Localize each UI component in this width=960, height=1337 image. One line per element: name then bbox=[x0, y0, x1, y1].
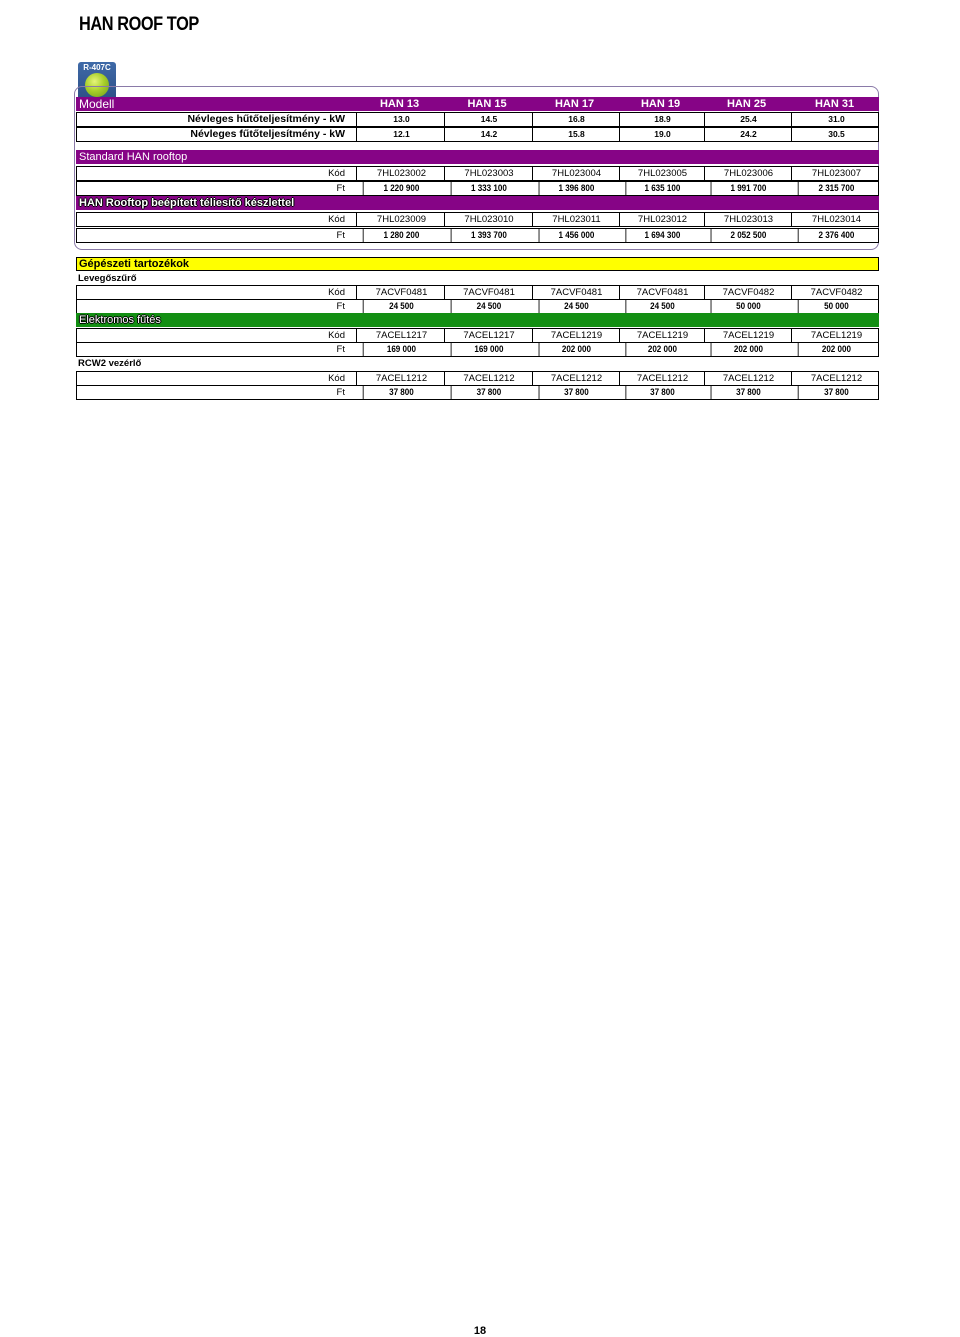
cell-col-4: 7ACEL1212 bbox=[619, 372, 705, 385]
cell-col-5: 24.2 bbox=[704, 128, 792, 141]
cell-col-2: 37 800 bbox=[451, 386, 527, 399]
cell-col-4: 7HL023005 bbox=[619, 167, 705, 180]
cell-col-3: 7ACEL1212 bbox=[532, 372, 620, 385]
cell-col-3: 202 000 bbox=[539, 343, 614, 356]
cell-col-5: 25.4 bbox=[704, 113, 792, 126]
winter-price-row bbox=[76, 228, 879, 243]
cell-col-6: 7ACEL1219 bbox=[791, 329, 881, 342]
cell-col-3: 7HL023004 bbox=[532, 167, 620, 180]
cell-col-6: 7ACEL1212 bbox=[791, 372, 881, 385]
model-header-label: Modell bbox=[79, 97, 115, 111]
filter-price-label: Ft bbox=[336, 301, 345, 312]
cell-col-1: 7ACVF0481 bbox=[356, 286, 446, 299]
cell-col-6: 2 315 700 bbox=[798, 182, 875, 195]
cell-col-4: 24 500 bbox=[625, 300, 698, 313]
cooling-capacity-row bbox=[76, 112, 879, 127]
cell-col-6: 202 000 bbox=[798, 343, 875, 356]
rcw2-code-row bbox=[76, 371, 879, 386]
cell-col-5: 2 052 500 bbox=[711, 229, 786, 242]
cell-col-5: 7ACEL1212 bbox=[704, 372, 792, 385]
cooling-capacity-label: Névleges hűtőteljesítmény - kW bbox=[187, 113, 345, 125]
cell-col-2: 14.5 bbox=[444, 113, 533, 126]
standard-code-label: Kód bbox=[328, 168, 345, 179]
cell-col-5: 7HL023013 bbox=[704, 213, 792, 226]
standard-code-row bbox=[76, 166, 879, 181]
cell-col-2: 169 000 bbox=[451, 343, 527, 356]
rcw2-title: RCW2 vezérlő bbox=[78, 358, 142, 369]
electric-price-row bbox=[76, 342, 879, 357]
cell-col-5: 7ACEL1219 bbox=[704, 329, 792, 342]
cell-col-4: 19.0 bbox=[619, 128, 705, 141]
cell-col-6: 31.0 bbox=[791, 113, 881, 126]
accessories-section-title: Gépészeti tartozékok bbox=[79, 258, 190, 270]
model-header-row bbox=[76, 97, 879, 111]
cell-col-5: 7HL023006 bbox=[704, 167, 792, 180]
standard-price-label: Ft bbox=[336, 183, 345, 194]
cell-col-1: HAN 13 bbox=[379, 98, 420, 110]
page-title: HAN ROOF TOP bbox=[79, 14, 199, 35]
cell-col-4: 1 635 100 bbox=[625, 182, 698, 195]
cell-col-4: 7HL023012 bbox=[619, 213, 705, 226]
filter-price-row bbox=[76, 299, 879, 314]
cell-col-2: 24 500 bbox=[451, 300, 527, 313]
cell-col-3: 16.8 bbox=[532, 113, 620, 126]
cell-col-3: 15.8 bbox=[532, 128, 620, 141]
cell-col-1: 24 500 bbox=[363, 300, 440, 313]
filter-code-row bbox=[76, 285, 879, 300]
page-number: 18 bbox=[473, 1325, 487, 1337]
filter-title: Levegőszűrő bbox=[78, 273, 137, 284]
rcw2-code-label: Kód bbox=[328, 373, 345, 384]
cell-col-4: HAN 19 bbox=[640, 98, 681, 110]
cell-col-1: 37 800 bbox=[363, 386, 440, 399]
cell-col-1: 7ACEL1217 bbox=[356, 329, 446, 342]
cell-col-6: 7HL023007 bbox=[791, 167, 881, 180]
winter-section-header bbox=[76, 196, 879, 210]
cell-col-1: 169 000 bbox=[363, 343, 440, 356]
standard-section-title: Standard HAN rooftop bbox=[79, 151, 188, 163]
cell-col-3: HAN 17 bbox=[554, 98, 595, 110]
cell-col-5: 1 991 700 bbox=[711, 182, 786, 195]
electric-heating-header bbox=[76, 313, 879, 327]
cell-col-1: 7HL023002 bbox=[356, 167, 446, 180]
cell-col-2: 7HL023003 bbox=[444, 167, 533, 180]
cell-col-3: 37 800 bbox=[539, 386, 614, 399]
cell-col-2: HAN 15 bbox=[467, 98, 507, 110]
cell-col-4: 7ACVF0481 bbox=[619, 286, 705, 299]
winter-code-row bbox=[76, 212, 879, 227]
cell-col-3: 1 456 000 bbox=[539, 229, 614, 242]
electric-code-row bbox=[76, 328, 879, 343]
cell-col-3: 24 500 bbox=[539, 300, 614, 313]
cell-col-1: 1 280 200 bbox=[363, 229, 440, 242]
cell-col-1: 1 220 900 bbox=[363, 182, 440, 195]
electric-price-label: Ft bbox=[336, 344, 345, 355]
standard-price-row bbox=[76, 181, 879, 196]
cell-col-2: 1 393 700 bbox=[451, 229, 527, 242]
cell-col-6: HAN 31 bbox=[814, 98, 855, 110]
cell-col-6: 37 800 bbox=[798, 386, 875, 399]
cell-col-6: 7HL023014 bbox=[791, 213, 881, 226]
accessories-section-header bbox=[76, 257, 879, 271]
cell-col-5: 202 000 bbox=[711, 343, 786, 356]
cell-col-4: 202 000 bbox=[625, 343, 698, 356]
cell-col-2: 7ACEL1212 bbox=[444, 372, 533, 385]
cell-col-6: 30.5 bbox=[791, 128, 881, 141]
cell-col-3: 1 396 800 bbox=[539, 182, 614, 195]
rcw2-price-label: Ft bbox=[336, 387, 345, 398]
filter-code-label: Kód bbox=[328, 287, 345, 298]
cell-col-2: 7ACVF0481 bbox=[444, 286, 533, 299]
refrigerant-badge-label: R-407C bbox=[83, 63, 111, 72]
cell-col-4: 7ACEL1219 bbox=[619, 329, 705, 342]
winter-price-label: Ft bbox=[336, 230, 345, 241]
electric-code-label: Kód bbox=[328, 330, 345, 341]
cell-col-1: 13.0 bbox=[356, 113, 446, 126]
cell-col-1: 7ACEL1212 bbox=[356, 372, 446, 385]
cell-col-4: 37 800 bbox=[625, 386, 698, 399]
winter-code-label: Kód bbox=[328, 214, 345, 225]
heating-capacity-label: Névleges fűtőteljesítmény - kW bbox=[190, 128, 345, 140]
cell-col-1: 7HL023009 bbox=[356, 213, 446, 226]
standard-section-header bbox=[76, 150, 879, 164]
winter-section-title: HAN Rooftop beépített téliesítő készlettel bbox=[79, 197, 295, 209]
cell-col-1: 12.1 bbox=[356, 128, 446, 141]
cell-col-2: 7HL023010 bbox=[444, 213, 533, 226]
cell-col-4: 18.9 bbox=[619, 113, 705, 126]
cell-col-2: 1 333 100 bbox=[451, 182, 527, 195]
cell-col-3: 7ACEL1219 bbox=[532, 329, 620, 342]
cell-col-5: 50 000 bbox=[711, 300, 786, 313]
cell-col-5: HAN 25 bbox=[726, 98, 767, 110]
cell-col-6: 2 376 400 bbox=[798, 229, 875, 242]
cell-col-5: 7ACVF0482 bbox=[704, 286, 792, 299]
heating-capacity-row bbox=[76, 127, 879, 142]
rcw2-price-row bbox=[76, 385, 879, 400]
cell-col-6: 7ACVF0482 bbox=[791, 286, 881, 299]
cell-col-6: 50 000 bbox=[798, 300, 875, 313]
cell-col-3: 7HL023011 bbox=[532, 213, 620, 226]
cell-col-4: 1 694 300 bbox=[625, 229, 698, 242]
electric-heating-title: Elektromos fűtés bbox=[79, 314, 161, 326]
cell-col-2: 7ACEL1217 bbox=[444, 329, 533, 342]
cell-col-2: 14.2 bbox=[444, 128, 533, 141]
cell-col-3: 7ACVF0481 bbox=[532, 286, 620, 299]
cell-col-5: 37 800 bbox=[711, 386, 786, 399]
